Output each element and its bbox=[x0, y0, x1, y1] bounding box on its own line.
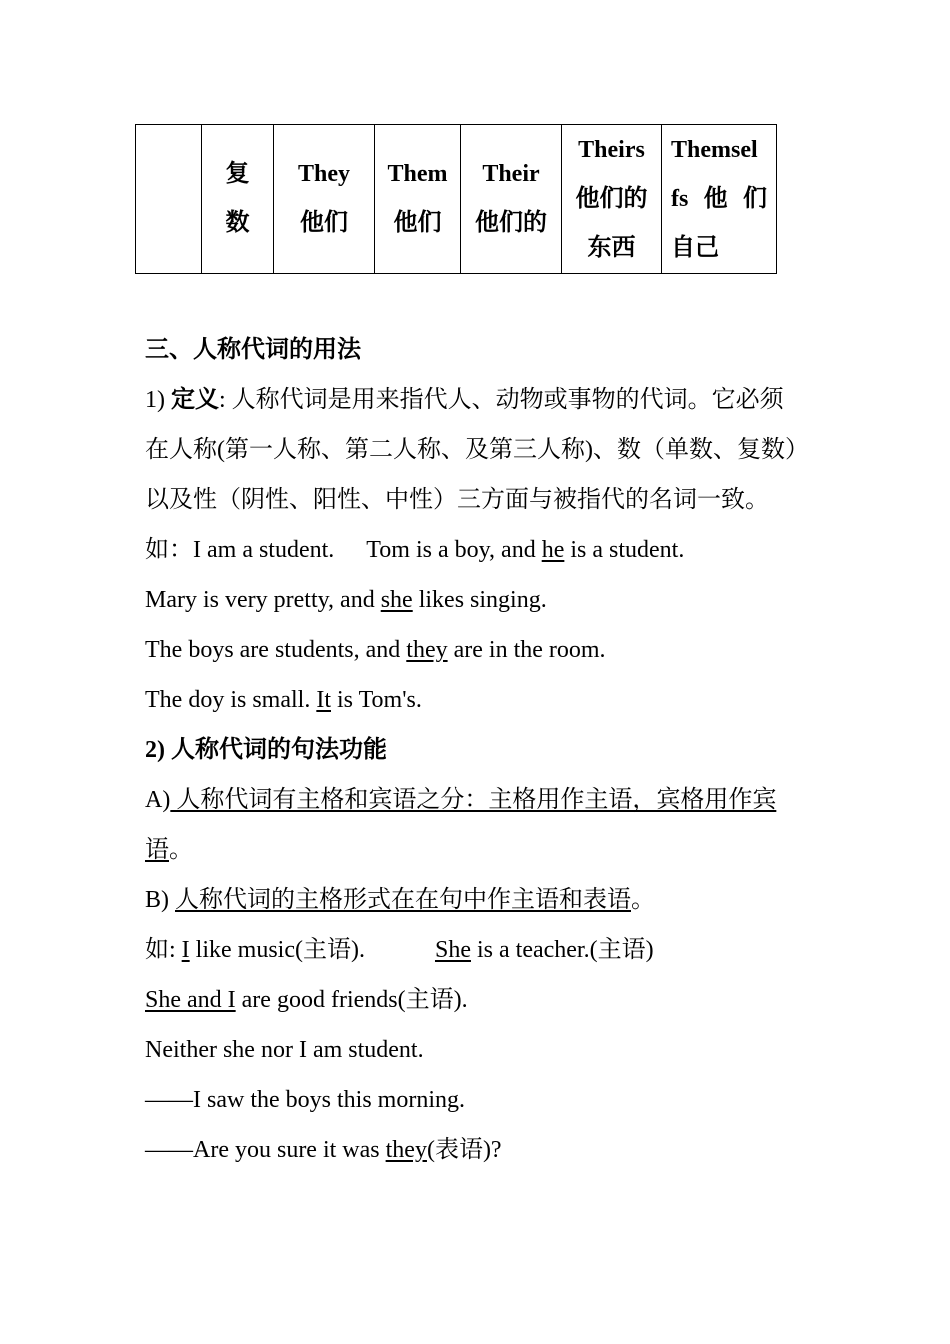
cell-text: 东西 bbox=[587, 234, 636, 261]
example-text: likes singing. bbox=[412, 587, 547, 613]
table-cell-number bbox=[202, 125, 274, 274]
table-cell-empty bbox=[136, 125, 202, 274]
underlined-word: She bbox=[434, 937, 471, 963]
underlined-word: they bbox=[385, 1137, 427, 1163]
example-text: Mary is very pretty, and bbox=[145, 587, 381, 613]
underlined-word: she bbox=[380, 587, 413, 613]
pronoun-table bbox=[135, 124, 777, 274]
cell-text: 们 bbox=[743, 185, 767, 212]
underlined-word: I bbox=[181, 937, 190, 963]
cell-text: They bbox=[297, 161, 350, 187]
example-line-5 bbox=[145, 925, 815, 975]
rule-a-line-2 bbox=[145, 825, 815, 875]
cell-text: 复 bbox=[225, 161, 250, 187]
cell-text: 自己 bbox=[671, 234, 719, 261]
cell-text: 他们 bbox=[300, 210, 348, 236]
def-colon: : bbox=[219, 387, 232, 413]
example-text: The boys are students, and bbox=[145, 637, 407, 663]
cell-text: Themsel bbox=[671, 136, 758, 163]
cell-text: 数 bbox=[225, 210, 250, 236]
example-prefix: 如: bbox=[145, 937, 182, 963]
example-text: is a student. bbox=[564, 537, 685, 563]
table-cell-subject bbox=[274, 125, 375, 274]
rule-text: 语 bbox=[145, 837, 169, 863]
example-text: Tom is a boy, and bbox=[366, 537, 542, 563]
example-line-9 bbox=[145, 1125, 815, 1175]
def-number: 1) bbox=[145, 387, 171, 413]
table-row-plural bbox=[136, 125, 777, 274]
example-text: is a teacher.(主语) bbox=[470, 937, 654, 963]
example-line-4 bbox=[145, 675, 815, 725]
example-text: are in the room. bbox=[447, 637, 606, 663]
function-heading: 2) 人称代词的句法功能 bbox=[145, 737, 387, 763]
cell-text: Them bbox=[387, 161, 448, 187]
cell-text: 他们的 bbox=[475, 210, 547, 236]
underlined-word: he bbox=[541, 537, 565, 563]
example-text: ——Are you sure it was bbox=[145, 1137, 386, 1163]
def-label: 定义 bbox=[171, 387, 219, 413]
body-text bbox=[145, 325, 815, 1175]
table-cell-possessive-pron bbox=[562, 125, 662, 274]
underlined-word: they bbox=[406, 637, 448, 663]
example-line-2 bbox=[145, 575, 815, 625]
example-line-3 bbox=[145, 625, 815, 675]
example-text: (表语)? bbox=[426, 1137, 502, 1163]
table-cell-reflexive bbox=[662, 125, 777, 274]
cell-text: fs bbox=[671, 185, 689, 212]
rule-punct: 。 bbox=[631, 887, 655, 913]
section-heading: 三、人称代词的用法 bbox=[145, 337, 361, 363]
underlined-word: She and I bbox=[145, 987, 236, 1013]
underlined-word: It bbox=[316, 687, 331, 713]
cell-text-spread bbox=[671, 175, 767, 224]
table-cell-object bbox=[375, 125, 461, 274]
definition-line-2: 在人称(第一人称、第二人称、及第三人称)、数（单数、复数） bbox=[145, 437, 809, 463]
example-text: is Tom's. bbox=[331, 687, 422, 713]
definition-line-1 bbox=[145, 375, 815, 425]
rule-text: 人称代词的主格形式在在句中作主语和表语 bbox=[175, 887, 631, 913]
cell-text: 他们的 bbox=[575, 185, 648, 212]
rule-prefix: B) bbox=[145, 887, 175, 913]
example-line-1 bbox=[145, 525, 815, 575]
rule-prefix: A) bbox=[145, 787, 171, 813]
example-prefix: 如： bbox=[145, 537, 193, 563]
rule-text: 人称代词有主格和宾语之分：主格用作主语，宾格用作宾 bbox=[170, 787, 777, 813]
example-text: I am a student. bbox=[193, 537, 335, 563]
cell-text: Theirs bbox=[578, 136, 645, 163]
rule-b-line bbox=[145, 875, 815, 925]
definition-line-3: 以及性（阴性、阳性、中性）三方面与被指代的名词一致。 bbox=[145, 487, 769, 513]
rule-a-line-1 bbox=[145, 775, 815, 825]
cell-text: 他 bbox=[703, 185, 728, 212]
rule-punct: 。 bbox=[169, 837, 193, 863]
table-cell-possessive-adj bbox=[461, 125, 562, 274]
example-line-8: ——I saw the boys this morning. bbox=[145, 1087, 465, 1113]
example-text: The doy is small. bbox=[145, 687, 317, 713]
example-text: are good friends(主语). bbox=[235, 987, 468, 1013]
example-line-6 bbox=[145, 975, 815, 1025]
cell-text: Their bbox=[482, 161, 540, 187]
def-text: 人称代词是用来指代人、动物或事物的代词。它必须 bbox=[231, 387, 784, 413]
cell-text: 他们 bbox=[393, 210, 442, 236]
example-line-7: Neither she nor I am student. bbox=[145, 1037, 424, 1063]
example-text: like music(主语). bbox=[189, 937, 365, 963]
